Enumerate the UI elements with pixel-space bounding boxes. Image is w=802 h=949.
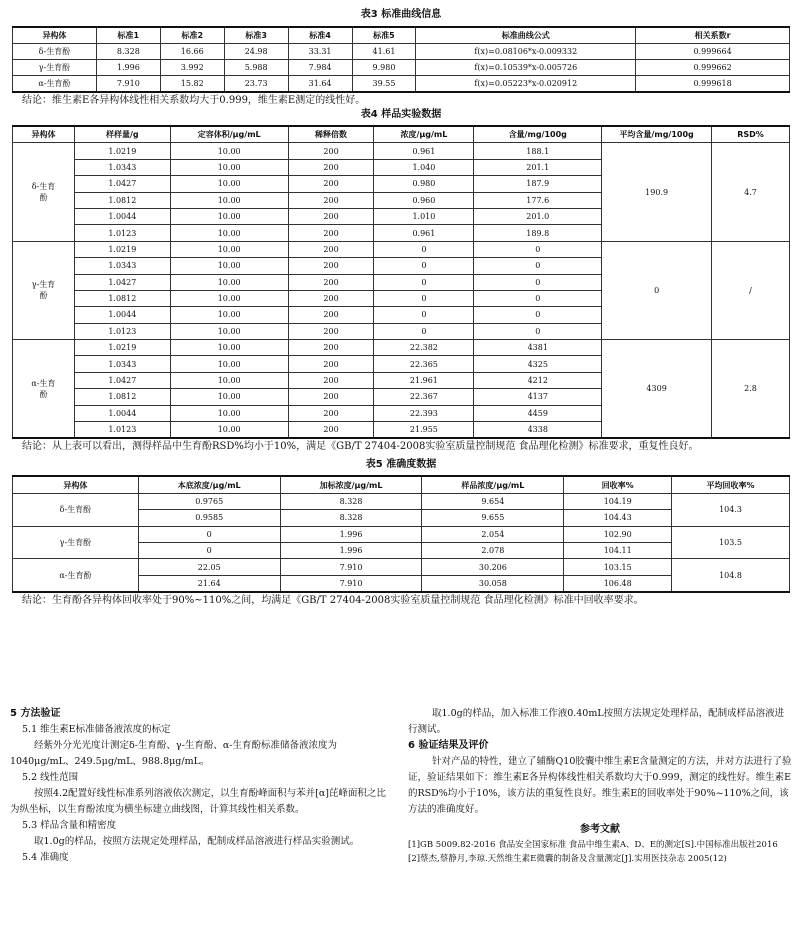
table4-cell: 0.961 — [374, 143, 474, 159]
section-5-2-text: 按照4.2配置好线性标准系列溶液依次测定，以生育酚峰面积与苯并[α]芘峰面积之比为纵坐标，以生育酚浓度为横坐标建立曲线图，计算其线性相关系数。 — [10, 788, 386, 815]
table4-cell: 0 — [474, 258, 602, 274]
table4-cell: 1.040 — [374, 159, 474, 175]
table4-rsd-cell: / — [712, 241, 790, 339]
table3-header-cell: 标准5 — [352, 27, 416, 44]
section-5-4-heading: 5.4 准确度 — [22, 852, 69, 863]
table4-note: 结论：从上表可以看出，测得样品中生育酚RSD%均小于10%，满足《GB/T 27404-2008实验室质量控制规范 食品理化检测》标准要求，重复性良好。 — [22, 441, 699, 453]
table4-cell: 200 — [288, 159, 374, 175]
table3-cell: 5.988 — [224, 60, 288, 76]
section-5-heading: 5 方法验证 — [10, 708, 61, 719]
table4-cell: 21.955 — [374, 422, 474, 439]
table4-cell: 1.0123 — [74, 323, 170, 339]
table5-cell: 21.64 — [138, 575, 280, 592]
table5-isomer-cell: α-生育酚 — [13, 559, 139, 592]
table4-cell: 189.8 — [474, 225, 602, 241]
table3-cell: f(x)=0.05223*x-0.020912 — [416, 76, 636, 93]
table4-cell: 0 — [374, 274, 474, 290]
table4-cell: 200 — [288, 323, 374, 339]
table4-cell: 1.0044 — [74, 307, 170, 323]
table5-cell: 30.058 — [422, 575, 564, 592]
table4-cell: 10.00 — [170, 143, 288, 159]
table4-cell: 10.00 — [170, 372, 288, 388]
table5-row — [13, 526, 790, 542]
table3-header-cell: 异构体 — [13, 27, 97, 44]
section-5-3-text: 取1.0g的样品，按照方法规定处理样品，配制成样品溶液进行样品实验测试。 — [34, 836, 360, 847]
table4-cell: 200 — [288, 422, 374, 439]
table4-isomer-cell — [13, 340, 75, 439]
table4-cell: 0 — [474, 241, 602, 257]
table4-cell: 1.0219 — [74, 340, 170, 356]
table5-cell: 9.655 — [422, 510, 564, 526]
table3-note: 结论：维生素E各异构体线性相关系数均大于0.999，维生素E测定的线性好。 — [22, 95, 366, 106]
table4-cell: 4212 — [474, 372, 602, 388]
table4-cell: 1.0219 — [74, 241, 170, 257]
table5-cell: 1.996 — [280, 526, 422, 542]
table4-isomer-name-line: 酚 — [39, 193, 48, 203]
table4-cell: 22.393 — [374, 405, 474, 421]
table4-average-cell: 4309 — [602, 340, 712, 439]
table4-cell: 10.00 — [170, 307, 288, 323]
table4-cell: 0 — [474, 307, 602, 323]
table5-average-cell: 103.5 — [672, 526, 790, 559]
table4-cell: 1.0812 — [74, 192, 170, 208]
table4-cell: 0 — [474, 323, 602, 339]
section-5-3-heading: 5.3 样品含量和精密度 — [22, 820, 117, 831]
table3-header-cell: 标准4 — [288, 27, 352, 44]
table3 — [12, 26, 790, 93]
table4-header-cell: RSD% — [712, 126, 790, 143]
table3-cell: 16.66 — [160, 44, 224, 60]
table4-rsd-cell: 4.7 — [712, 143, 790, 241]
table5-caption: 表5 准确度数据 — [365, 459, 437, 471]
table3-cell: 39.55 — [352, 76, 416, 93]
table4-cell: 200 — [288, 208, 374, 224]
table4-cell: 10.00 — [170, 225, 288, 241]
table4-cell: 10.00 — [170, 405, 288, 421]
table4-cell: 10.00 — [170, 340, 288, 356]
table4-cell: 1.0343 — [74, 258, 170, 274]
table4-cell: 200 — [288, 192, 374, 208]
table5-cell: 8.328 — [280, 510, 422, 526]
reference-1: [1]GB 5009.82-2016 食品安全国家标准 食品中维生素A、D、E的测定[S].中国标准出版社2016 — [408, 840, 778, 850]
table4-isomer-cell — [13, 143, 75, 241]
table5-cell: 22.05 — [138, 559, 280, 575]
table4-cell: 10.00 — [170, 290, 288, 306]
table4-cell: 200 — [288, 405, 374, 421]
page — [0, 8, 802, 864]
section-5-1-text: 经紫外分光光度计测定δ-生育酚、γ-生育酚、α-生育酚标准储备液浓度为1040μg/mL、249.5μg/mL、988.8μg/mL。 — [10, 740, 337, 767]
table4-cell: 1.0343 — [74, 159, 170, 175]
table4-cell: 1.0812 — [74, 290, 170, 306]
table3-cell: γ-生育酚 — [13, 60, 97, 76]
table4-cell: 1.0427 — [74, 372, 170, 388]
table4-isomer-name-line: δ-生育 — [31, 182, 56, 192]
table4-cell: 0.961 — [374, 225, 474, 241]
table4-cell: 10.00 — [170, 274, 288, 290]
table4-isomer-name-line: 酚 — [39, 291, 48, 301]
table4-cell: 4137 — [474, 389, 602, 405]
table4-cell: 187.9 — [474, 176, 602, 192]
section-5-2-heading: 5.2 线性范围 — [22, 772, 79, 783]
table3-cell: 0.999662 — [636, 60, 790, 76]
table4-cell: 200 — [288, 389, 374, 405]
table3-cell: f(x)=0.08106*x-0.009332 — [416, 44, 636, 60]
table4-header-cell: 含量/mg/100g — [474, 126, 602, 143]
table4-average-cell: 190.9 — [602, 143, 712, 241]
table5-header-cell: 加标浓度/μg/mL — [280, 476, 422, 493]
table3-header-cell: 相关系数r — [636, 27, 790, 44]
table5-cell: 0 — [138, 542, 280, 558]
section-6-heading: 6 验证结果及评价 — [408, 740, 489, 751]
table3-cell: 7.910 — [96, 76, 160, 93]
table4-isomer-cell — [13, 241, 75, 339]
table4-cell: 1.0427 — [74, 176, 170, 192]
table4-cell: 200 — [288, 176, 374, 192]
table3-header-cell: 标准2 — [160, 27, 224, 44]
table4-cell: 0 — [374, 307, 474, 323]
table5 — [12, 475, 790, 593]
table4-cell: 4325 — [474, 356, 602, 372]
table4-cell: 0 — [474, 274, 602, 290]
table5-header-cell: 本底浓度/μg/mL — [138, 476, 280, 493]
table4-cell: 10.00 — [170, 192, 288, 208]
table3-cell: 33.31 — [288, 44, 352, 60]
table4-cell: 21.961 — [374, 372, 474, 388]
table3-header-cell: 标准曲线公式 — [416, 27, 636, 44]
table3-header-cell: 标准1 — [96, 27, 160, 44]
table5-row — [13, 493, 790, 509]
table4-cell: 10.00 — [170, 389, 288, 405]
table5-average-cell: 104.8 — [672, 559, 790, 592]
table5-cell: 7.910 — [280, 559, 422, 575]
body-columns — [10, 706, 792, 866]
table4-cell: 1.0219 — [74, 143, 170, 159]
section-5-1-heading: 5.1 维生素E标准储备液浓度的标定 — [22, 724, 171, 735]
table4-caption: 表4 样品实验数据 — [360, 109, 442, 120]
table5-cell: 104.11 — [564, 542, 672, 558]
table3-cell: 0.999664 — [636, 44, 790, 60]
table4-cell: 200 — [288, 290, 374, 306]
table5-header-cell: 异构体 — [13, 476, 139, 493]
table4-header-cell: 浓度/μg/mL — [374, 126, 474, 143]
table3-cell: 31.64 — [288, 76, 352, 93]
table3-row — [13, 44, 790, 60]
table5-cell: 1.996 — [280, 542, 422, 558]
table4-header-cell: 稀释倍数 — [288, 126, 374, 143]
table4-cell: 10.00 — [170, 241, 288, 257]
table4-cell: 200 — [288, 258, 374, 274]
table4-cell: 10.00 — [170, 258, 288, 274]
table4-cell: 200 — [288, 143, 374, 159]
table4-header-cell: 样样量/g — [74, 126, 170, 143]
table4-cell: 0 — [474, 290, 602, 306]
table4-cell: 4459 — [474, 405, 602, 421]
table5-cell: 104.43 — [564, 510, 672, 526]
table5-cell: 7.910 — [280, 575, 422, 592]
table4-cell: 200 — [288, 372, 374, 388]
table4-cell: 1.010 — [374, 208, 474, 224]
table4-cell: 0 — [374, 258, 474, 274]
references-heading: 参考文献 — [580, 824, 620, 835]
table3-row — [13, 76, 790, 93]
table5-header-cell: 平均回收率% — [672, 476, 790, 493]
table5-note: 结论：生育酚各异构体回收率处于90%~110%之间，均满足《GB/T 27404-2008实验室质量控制规范 食品理化检测》标准中回收率要求。 — [22, 595, 644, 607]
table5-header-cell: 回收率% — [564, 476, 672, 493]
table5-average-cell: 104.3 — [672, 493, 790, 526]
table5-cell: 30.206 — [422, 559, 564, 575]
table3-cell: 15.82 — [160, 76, 224, 93]
table5-cell: 102.90 — [564, 526, 672, 542]
table3-cell: 9.980 — [352, 60, 416, 76]
table4-header-cell: 平均含量/mg/100g — [602, 126, 712, 143]
table4-cell: 1.0123 — [74, 422, 170, 439]
table4-header-cell: 定容体积/μg/mL — [170, 126, 288, 143]
table3-cell: 0.999618 — [636, 76, 790, 93]
table4-cell: 200 — [288, 274, 374, 290]
table3-cell: f(x)=0.10539*x-0.005726 — [416, 60, 636, 76]
section-6-text: 针对产品的特性，建立了辅酶Q10胶囊中维生素E含量测定的方法，并对方法进行了验证，验证结果如下：维生素E各异构体线性相关系数均大于0.999，测定的线性好。维生素E的RSD%均小于10%，该方法的重复性良好。维生素E的回收率处于90%~110%之间，该方法的准确度好。 — [408, 756, 792, 815]
table5-header-cell: 样品浓度/μg/mL — [422, 476, 564, 493]
table4-cell: 200 — [288, 356, 374, 372]
left-column — [10, 706, 394, 866]
table4-header-cell: 异构体 — [13, 126, 75, 143]
table4-rsd-cell: 2.8 — [712, 340, 790, 439]
table4-cell: 1.0343 — [74, 356, 170, 372]
table4-row — [13, 143, 790, 159]
table3-header-cell: 标准3 — [224, 27, 288, 44]
table4-cell: 1.0427 — [74, 274, 170, 290]
table4-cell: 201.0 — [474, 208, 602, 224]
table4-cell: 10.00 — [170, 208, 288, 224]
table3-cell: 23.73 — [224, 76, 288, 93]
section-5-4-text: 取1.0g的样品，加入标准工作液0.40mL按照方法规定处理样品，配制成样品溶液进行测试。 — [408, 708, 785, 735]
table5-cell: 104.19 — [564, 493, 672, 509]
table5-cell: 0 — [138, 526, 280, 542]
table4-cell: 200 — [288, 241, 374, 257]
table3-cell: 1.996 — [96, 60, 160, 76]
table4 — [12, 125, 790, 439]
table4-isomer-name-line: α-生育 — [31, 378, 56, 388]
table4-row — [13, 340, 790, 356]
table4-cell: 10.00 — [170, 356, 288, 372]
table5-cell: 106.48 — [564, 575, 672, 592]
table5-cell: 9.654 — [422, 493, 564, 509]
table4-cell: 200 — [288, 307, 374, 323]
table5-row — [13, 559, 790, 575]
table5-cell: 2.078 — [422, 542, 564, 558]
table5-cell: 0.9765 — [138, 493, 280, 509]
table3-caption: 表3 标准曲线信息 — [360, 9, 442, 20]
reference-2: [2]蔡杰,蔡静月,李琼.天然维生素E微囊的制备及含量测定[J].实用医技杂志 2005(12) — [408, 854, 727, 864]
table5-cell: 2.054 — [422, 526, 564, 542]
table4-cell: 10.00 — [170, 323, 288, 339]
table5-isomer-cell: γ-生育酚 — [13, 526, 139, 559]
right-column — [408, 706, 792, 866]
table3-cell: 7.984 — [288, 60, 352, 76]
table4-cell: 22.365 — [374, 356, 474, 372]
table5-cell: 8.328 — [280, 493, 422, 509]
table3-cell: 41.61 — [352, 44, 416, 60]
table4-cell: 10.00 — [170, 422, 288, 439]
table3-cell: α-生育酚 — [13, 76, 97, 93]
table4-cell: 0 — [374, 241, 474, 257]
table5-cell: 103.15 — [564, 559, 672, 575]
table4-isomer-name-line: 酚 — [39, 389, 48, 399]
table4-cell: 0.960 — [374, 192, 474, 208]
table4-cell: 0.980 — [374, 176, 474, 192]
table4-cell: 200 — [288, 340, 374, 356]
table4-cell: 0 — [374, 323, 474, 339]
table4-cell: 10.00 — [170, 159, 288, 175]
table4-cell: 0 — [374, 290, 474, 306]
table4-cell: 22.367 — [374, 389, 474, 405]
table4-cell: 188.1 — [474, 143, 602, 159]
table4-isomer-name-line: γ-生育 — [31, 280, 56, 290]
table4-cell: 201.1 — [474, 159, 602, 175]
table4-cell: 22.382 — [374, 340, 474, 356]
table4-cell: 1.0812 — [74, 389, 170, 405]
table4-cell: 177.6 — [474, 192, 602, 208]
table4-cell: 1.0044 — [74, 405, 170, 421]
table3-cell: δ-生育酚 — [13, 44, 97, 60]
table4-cell: 200 — [288, 225, 374, 241]
table3-cell: 8.328 — [96, 44, 160, 60]
table4-cell: 4381 — [474, 340, 602, 356]
table4-cell: 10.00 — [170, 176, 288, 192]
table3-row — [13, 60, 790, 76]
table3-cell: 24.98 — [224, 44, 288, 60]
table4-cell: 1.0044 — [74, 208, 170, 224]
table4-cell: 4338 — [474, 422, 602, 439]
table4-row — [13, 241, 790, 257]
table4-cell: 1.0123 — [74, 225, 170, 241]
table3-cell: 3.992 — [160, 60, 224, 76]
table4-average-cell: 0 — [602, 241, 712, 339]
table5-cell: 0.9585 — [138, 510, 280, 526]
table5-isomer-cell: δ-生育酚 — [13, 493, 139, 526]
